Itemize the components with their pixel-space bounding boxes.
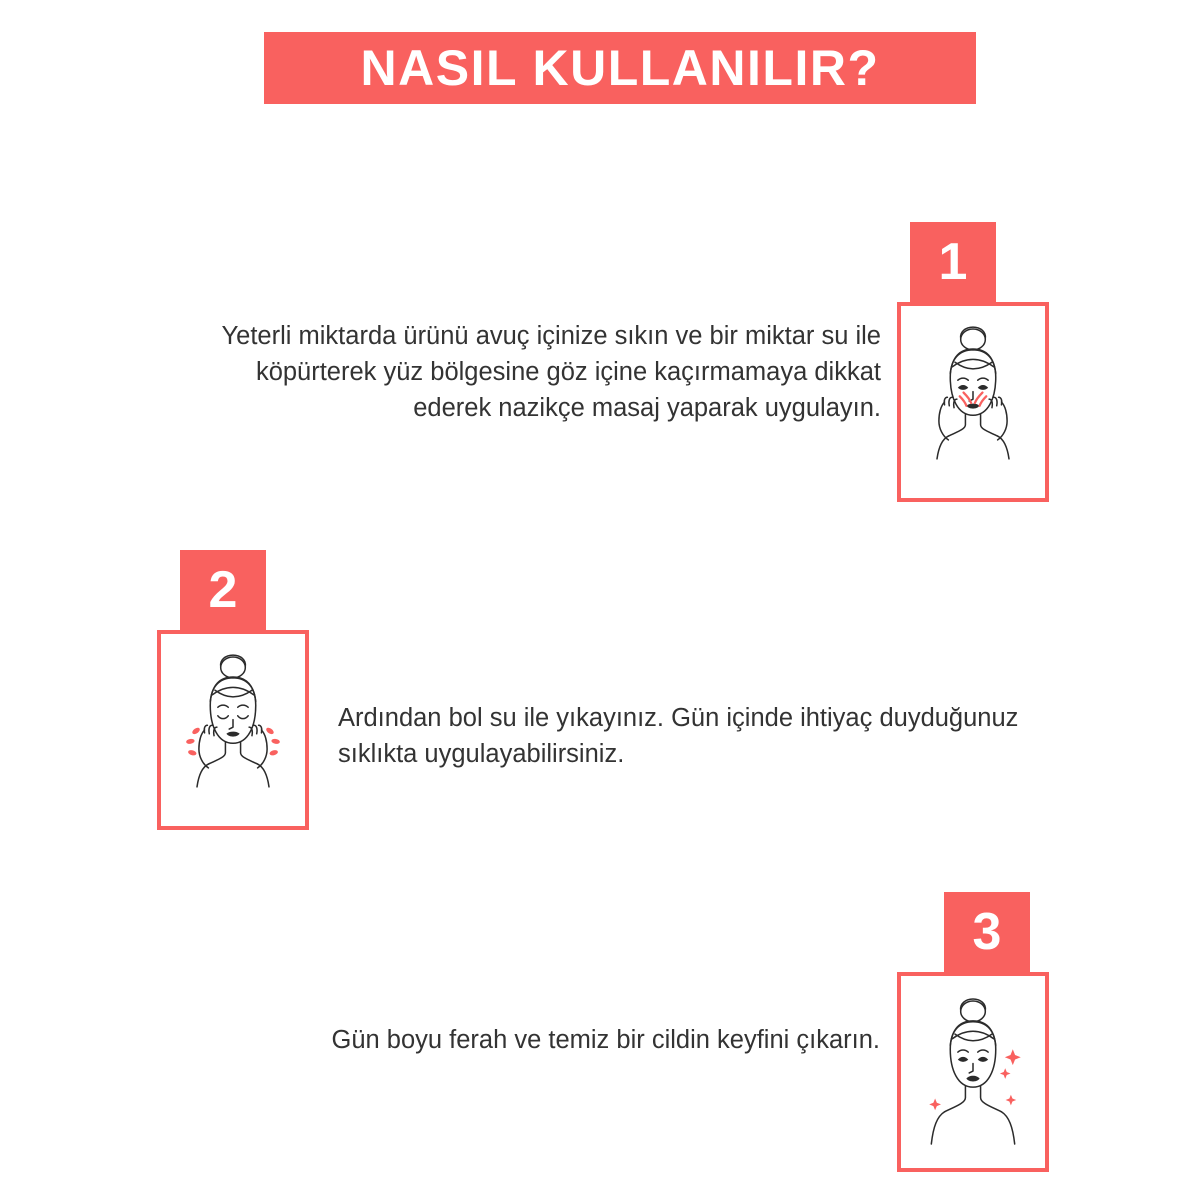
step-3-illustration-frame <box>897 972 1049 1172</box>
step-2-text: Ardından bol su ile yıkayınız. Gün içinde ihtiyaç duyduğunuz sıklıkta uygulayabilirsiniz. <box>338 704 1019 769</box>
page-title: NASIL KULLANILIR? <box>360 40 880 96</box>
step-1-number: 1 <box>938 233 968 291</box>
step-2-number-badge <box>180 550 266 630</box>
step-1-number-badge <box>910 222 996 302</box>
step-3-number: 3 <box>972 903 1002 961</box>
step-1-illustration-frame <box>897 302 1049 502</box>
face-fresh-icon <box>901 976 1045 1168</box>
face-massage-icon <box>901 306 1045 498</box>
step-3-text: Gün boyu ferah ve temiz bir cildin keyfini çıkarın. <box>331 1026 880 1054</box>
step-2-number: 2 <box>208 561 238 619</box>
step-3-number-badge <box>944 892 1030 972</box>
face-rinse-icon <box>161 634 305 826</box>
step-1-text: Yeterli miktarda ürünü avuç içinize sıkın ve bir miktar su ile köpürterek yüz bölgesine göz içine kaçırmamaya dikkat ederek nazikçe masaj yaparak uygulayın. <box>221 322 881 423</box>
step-2-illustration-frame <box>157 630 309 830</box>
page-title-banner <box>264 32 976 104</box>
